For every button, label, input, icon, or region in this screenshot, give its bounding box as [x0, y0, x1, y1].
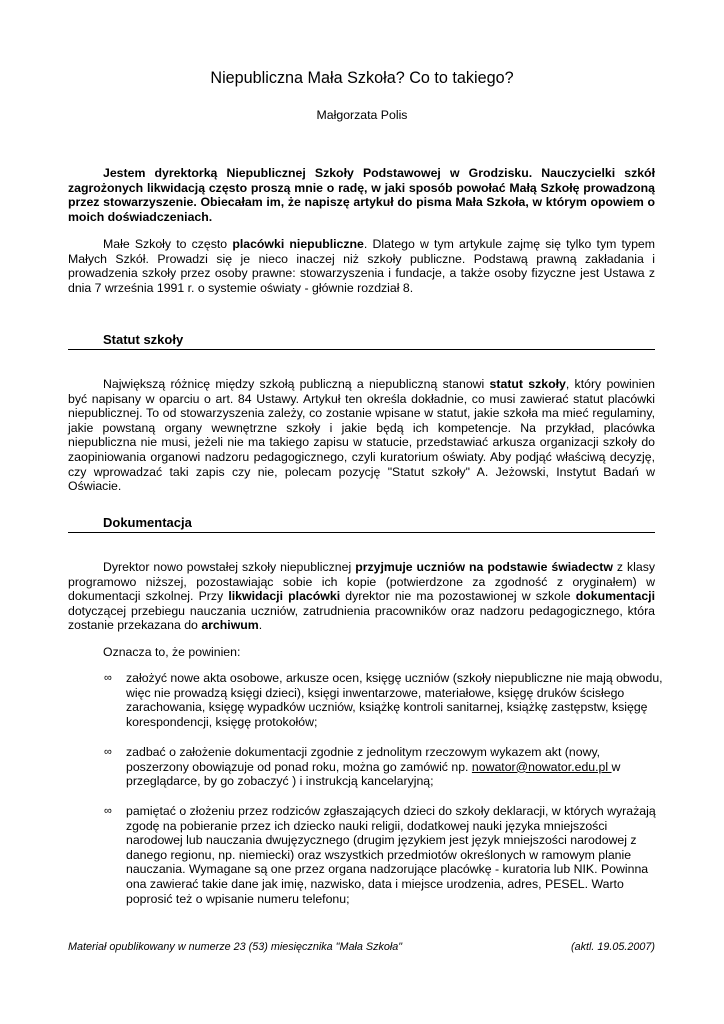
paragraph-4: Oznacza to, że powinien:: [103, 645, 241, 659]
bold-run: dokumentacji: [575, 589, 655, 604]
paragraph-2: [68, 377, 655, 494]
list-item-text: [126, 745, 666, 789]
text-run: z klasy programowo niższej, pozostawiając sobie ich kopie (potwierdzone za zgodność z oryginałem) w dokumentacji szkolnej. Przy: [68, 560, 656, 604]
section-heading-text: Statut szkoły: [103, 332, 184, 347]
bold-run: likwidacji placówki: [228, 589, 341, 604]
author: Małgorzata Polis: [316, 108, 408, 122]
text-run: zadbać o założenie dokumentacji zgodnie z jednolitym rzeczowym wykazem akt (nowy, poszerzony obowiązuje od ponad roku, można go zamówić np.: [126, 745, 601, 774]
bold-run: przyjmuje uczniów na podstawie świadectw: [355, 560, 613, 574]
text-run: .: [258, 618, 263, 633]
text-run: , który powinien być napisany w oparciu o art. 84 Ustawy. Artykuł ten określa dokładnie, co musi zawierać statut placówki niepublicznej. To od stowarzyszenia zależy, co zostanie wpisane w statut, jakie szkoła ma mieć regulaminy, jakie powstaną organy wewnętrzne szkoły i jakie będą ich kompetencje. Na przykład, placówka niepubliczna nie musi, jeżeli nie ma takiego zapisu w statucie, przedstawiać arkusza organizacji szkoły do zaopiniowania organowi nadzoru pedagogicznego, czyli kuratorium oświaty. Aby podjąć właściwą decyzję, czy wprowadzać taki zapis czy nie, polecam pozycję "Statut szkoły" A. Jeżowski, Instytut Badań w Oświacie.: [68, 377, 655, 494]
text-run: dotyczącej przebiegu nauczania uczniów, zatrudnienia pracowników oraz nadzoru pedagogicznego, która zostanie przekazana do: [68, 603, 655, 633]
text-run: w przeglądarce, by go zobaczyć ) i instrukcją kancelaryjną;: [126, 759, 621, 789]
page-title: Niepubliczna Mała Szkoła? Co to takiego?: [210, 69, 514, 87]
infinity-bullet-icon: ∞: [104, 672, 112, 684]
section-heading-text: Dokumentacja: [103, 515, 192, 530]
list-item-text: założyć nowe akta osobowe, arkusze ocen, księgę uczniów (szkoły niepubliczne nie mają obwodu, więc nie prowadzą księgi dzieci), księgi inwentarzowe, materiałowe, księgę druków ścisłego zarachowania, księgę wypadków uczniów, książkę kontroli sanitarnej, książkę zastępstw, księgę korespondencji, księgę protokołów;: [126, 671, 663, 729]
section-heading-statut: [68, 333, 655, 350]
paragraph-1: [68, 237, 655, 295]
infinity-bullet-icon: ∞: [104, 746, 112, 758]
text-run: Małe Szkoły to często: [103, 237, 233, 251]
text-run: Największą różnicę między szkołą publiczną a niepubliczną stanowi: [103, 377, 490, 391]
paragraph-3: [68, 560, 655, 633]
list-item-text: pamiętać o złożeniu przez rodziców zgłaszających dzieci do szkoły deklaracji, w których wyrażają zgodę na pobieranie przez ich dziecko nauki religii, dodatkowej nauki języka mniejszości narodowej lub nauczania dwujęzycznego (drugim językiem jest język mniejszości narodowej z danego regionu, np. niemiecki) oraz wszystkich przedmiotów określonych w ramowym planie nauczania. Wymagane są one przez organa nadzorujące placówkę - kuratoria lub NIK. Powinna ona zawierać takie dane jak imię, nazwisko, data i miejsce urodzenia, adres, PESEL. Warto poprosić też o wpisanie numeru telefonu;: [126, 804, 656, 906]
bold-run: statut szkoły: [489, 377, 566, 391]
section-heading-dokumentacja: [68, 516, 655, 533]
bold-run: archiwum: [201, 618, 259, 633]
email-link[interactable]: nowator@nowator.edu.pl: [471, 759, 612, 774]
footer-publication-note: Materiał opublikowany w numerze 23 (53) miesięcznika "Mała Szkoła": [68, 941, 403, 953]
text-run: dyrektor nie ma pozostawionej w szkole: [340, 589, 576, 604]
intro-paragraph: Jestem dyrektorką Niepublicznej Szkoły Podstawowej w Grodzisku. Nauczycielki szkół zagrożonych likwidacją często proszą mnie o radę, w jaki sposób powołać Małą Szkołę prowadzoną przez stowarzyszenie. Obiecałam im, że napiszę artykuł do pisma Mała Szkoła, w którym opowiem o moich doświadczeniach.: [68, 166, 655, 224]
bold-run: placówki niepubliczne: [232, 237, 364, 251]
text-run: Dyrektor nowo powstałej szkoły niepublicznej: [103, 560, 356, 574]
text-run: . Dlatego w tym artykule zajmę się tylko tym typem Małych Szkół. Prowadzi się je nieco inaczej niż szkoły publiczne. Podstawą prawną zakładania i prowadzenia szkoły przez osoby prawne: stowarzyszenia i fundacje, a także osoby fizyczne jest Ustawa z dnia 7 września 1991 r. o systemie oświaty - głównie rozdział 8.: [68, 237, 655, 295]
infinity-bullet-icon: ∞: [104, 805, 112, 817]
footer-date: (aktl. 19.05.2007): [570, 941, 655, 953]
